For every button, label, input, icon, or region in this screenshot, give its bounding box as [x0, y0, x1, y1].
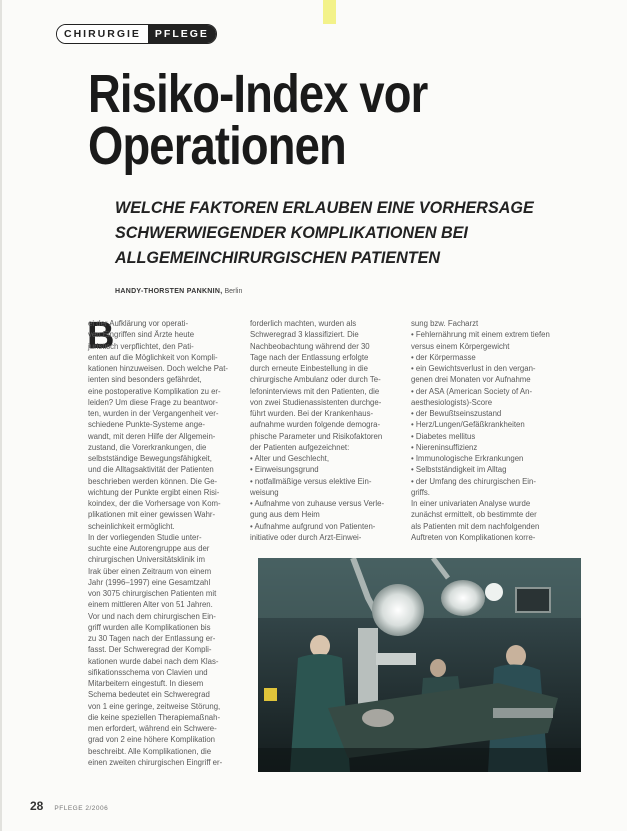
author-name: HANDY-THORSTEN PANKNIN, — [115, 288, 223, 295]
body-text-line: lefoninterviews mit den Patienten, die — [250, 386, 380, 396]
body-text-line: koindex, der die Vorhersage von Kom- — [88, 499, 221, 508]
subtitle-line: SCHWERWIEGENDER KOMPLIKATIONEN BEI — [115, 223, 468, 242]
body-text-line: selbstständige Bewegungsfähigkeit, — [88, 454, 212, 463]
body-text-line: men erfordert, während ein Schwere- — [88, 724, 217, 733]
body-text-line: • Herz/Lungen/Gefäßkrankheiten — [411, 420, 525, 430]
body-text-line: wandt, mit deren Hilfe der Allgemein- — [88, 431, 216, 441]
body-text-line: • notfallmäßige versus elektive Ein- — [250, 476, 372, 486]
body-text-line: • der Bewußtseinszustand — [411, 409, 502, 418]
body-text-line: ei der Aufklärung vor operati- — [88, 319, 189, 328]
body-text-line: • Fehlernährung mit einem extrem tiefen — [411, 330, 550, 340]
body-text-line: sifikationsschema von Clavien und — [88, 667, 208, 677]
subtitle-line: WELCHE FAKTOREN ERLAUBEN EINE VORHERSAGE — [115, 198, 534, 217]
body-column-3 — [411, 318, 581, 543]
magazine-name: PFLEGE 2/2006 — [54, 805, 109, 812]
body-text-line: ienten sind besonders gefährdet, — [88, 375, 202, 385]
body-text-line: Schweregrad 3 klassifiziert. Die — [250, 330, 359, 340]
subtitle-line: ALLGEMEINCHIRURGISCHEN PATIENTEN — [115, 248, 441, 267]
body-text-line: Schema bedeutet ein Schweregrad — [88, 690, 210, 700]
body-text-line: suchte eine Autorengruppe aus der — [88, 544, 210, 553]
body-text-line: kationen wurde dabei nach dem Klas- — [88, 656, 219, 666]
body-text-line: der Patienten aufgezeichnet: — [250, 442, 350, 452]
body-text-line: aesthesiologists)-Score — [411, 397, 493, 407]
body-text-line: ven Eingriffen sind Ärzte heute — [88, 330, 195, 340]
body-column-1 — [87, 315, 236, 768]
author-city: Berlin — [224, 288, 243, 295]
body-column-2 — [250, 318, 410, 543]
body-text-line: beschreibt. Alle Komplikationen, die — [88, 746, 212, 756]
article-title — [88, 64, 428, 176]
operating-room-photo — [258, 558, 581, 772]
body-text-line: zustand, die Vorerkrankungen, die — [88, 442, 207, 452]
body-text-line: die keine speziellen Therapiemaßnah- — [88, 712, 221, 722]
body-text-line: Tage nach der Entlassung erfolgte — [250, 352, 369, 362]
body-text-line: In einer univariaten Analyse wurde — [411, 499, 531, 508]
title-line-2: Operationen — [88, 116, 346, 176]
body-text-line: beschrieben werden können. Die Ge- — [88, 476, 218, 486]
body-text-line: • der ASA (American Society of An- — [411, 386, 533, 396]
body-text-line: • ein Gewichtsverlust in den vergan- — [411, 364, 536, 373]
body-text-line: einen zweiten chirurgischen Eingriff er- — [88, 757, 223, 767]
body-text-line: leiden? Um diese Frage zu beantwor- — [88, 397, 219, 407]
body-text-line: führt wurden. Bei der Krankenhaus- — [250, 409, 374, 418]
body-text-line: als Patienten mit dem nachfolgenden — [411, 521, 540, 531]
body-text-line: und die Alltagsaktivität der Patienten — [88, 465, 214, 475]
body-text-line: aufnahme wurden folgende demogra- — [250, 420, 381, 430]
body-text-line: Vor und nach dem chirurgischen Ein- — [88, 611, 216, 621]
body-text-line: eine postoperative Komplikation zu er- — [88, 386, 221, 396]
body-text-line: Irak über einen Zeitraum von einem — [88, 566, 212, 576]
body-text-line: versus einem Körpergewicht — [411, 341, 510, 351]
body-text-line: chirurgischen Universitätsklinik im — [88, 555, 205, 565]
body-text-line: kationen hinzuweisen. Doch welche Pat- — [88, 364, 228, 373]
body-text-line: von 1 eine geringe, zeitweise Störung, — [88, 701, 221, 711]
body-text-line: • Aufnahme von zuhause versus Verle- — [250, 499, 385, 508]
body-text-line: zunächst ermittelt, ob bestimmte der — [411, 510, 537, 520]
highlighter-mark — [323, 0, 336, 24]
body-text-line: • Aufnahme aufgrund von Patienten- — [250, 521, 376, 531]
body-text-line: forderlich machten, wurden als — [250, 319, 357, 328]
body-text-line: plikationen mit einer gewissen Wahr- — [88, 510, 216, 520]
body-text-line: scheinlichkeit ermöglicht. — [88, 521, 175, 531]
body-text-line: juristisch verpflichtet, den Pati- — [88, 341, 194, 351]
body-text-line: weisung — [250, 487, 279, 497]
body-text-line: durch erneute Einbestellung in die — [250, 364, 368, 373]
body-text-line: wichtung der Punkte ergibt einen Risi- — [88, 487, 220, 497]
body-text-line: Auftreten von Komplikationen korre- — [411, 532, 536, 542]
body-text-line: initiative oder durch Arzt-Einwei- — [250, 532, 362, 542]
body-text-line: griffs. — [411, 487, 430, 497]
body-text-line: • Niereninsuffizienz — [411, 442, 478, 452]
tag-secondary: PFLEGE — [148, 25, 216, 43]
title-line-1: Risiko-Index vor — [88, 64, 428, 124]
article-subtitle — [115, 195, 571, 270]
body-text-line: einem mittleren Alter von 51 Jahren. — [88, 600, 213, 610]
body-text-line: fasst. Der Schweregrad der Kompli- — [88, 645, 212, 655]
body-text-line: • Selbstständigkeit im Alltag — [411, 465, 507, 475]
body-text-line: schiedene Punkte-Systeme ange- — [88, 420, 206, 430]
body-text-line: enten auf die Möglichkeit von Kompli- — [88, 352, 218, 362]
body-text-line: ten, wurden in der Vergangenheit ver- — [88, 409, 219, 418]
body-text-line: von zwei Studienassistenten durchge- — [250, 397, 382, 407]
section-tag — [56, 24, 217, 44]
body-text-line: In der vorliegenden Studie unter- — [88, 532, 202, 542]
body-text-line: Jahr (1996–1997) eine Gesamtzahl — [88, 577, 211, 587]
body-text-line: sung bzw. Facharzt — [411, 319, 479, 328]
page-number: 28 — [30, 799, 44, 813]
body-text-line: von 3075 chirurgischen Patienten mit — [88, 589, 217, 598]
body-text-line: • Immunologische Erkrankungen — [411, 454, 524, 463]
body-text-line: griff wurden alle Komplikationen bis — [88, 622, 211, 632]
body-text-line: • der Körpermasse — [411, 352, 476, 362]
body-text-line: zu 30 Tagen nach der Entlassung er- — [88, 634, 216, 643]
page-footer — [30, 799, 108, 813]
body-text-line: • Einweisungsgrund — [250, 465, 319, 475]
body-text-line: • der Umfang des chirurgischen Ein- — [411, 476, 536, 486]
author-line — [115, 288, 242, 295]
body-text-line: phische Parameter und Risikofaktoren — [250, 431, 383, 441]
body-text-line: Mitarbeitern eingestuft. In diesem — [88, 679, 204, 688]
body-text-line: • Alter und Geschlecht, — [250, 454, 330, 463]
tag-primary: CHIRURGIE — [57, 25, 148, 43]
body-text-line: grad von 2 eine höhere Komplikation — [88, 735, 216, 745]
body-text-line: • Diabetes mellitus — [411, 431, 476, 441]
body-text-line: genen drei Monaten vor Aufnahme — [411, 375, 531, 385]
body-text-line: chirurgische Ambulanz oder durch Te- — [250, 375, 381, 385]
body-text-line: Nachbeobachtung während der 30 — [250, 341, 370, 351]
body-text-line: gung aus dem Heim — [250, 510, 320, 520]
drop-cap: B — [87, 315, 115, 357]
